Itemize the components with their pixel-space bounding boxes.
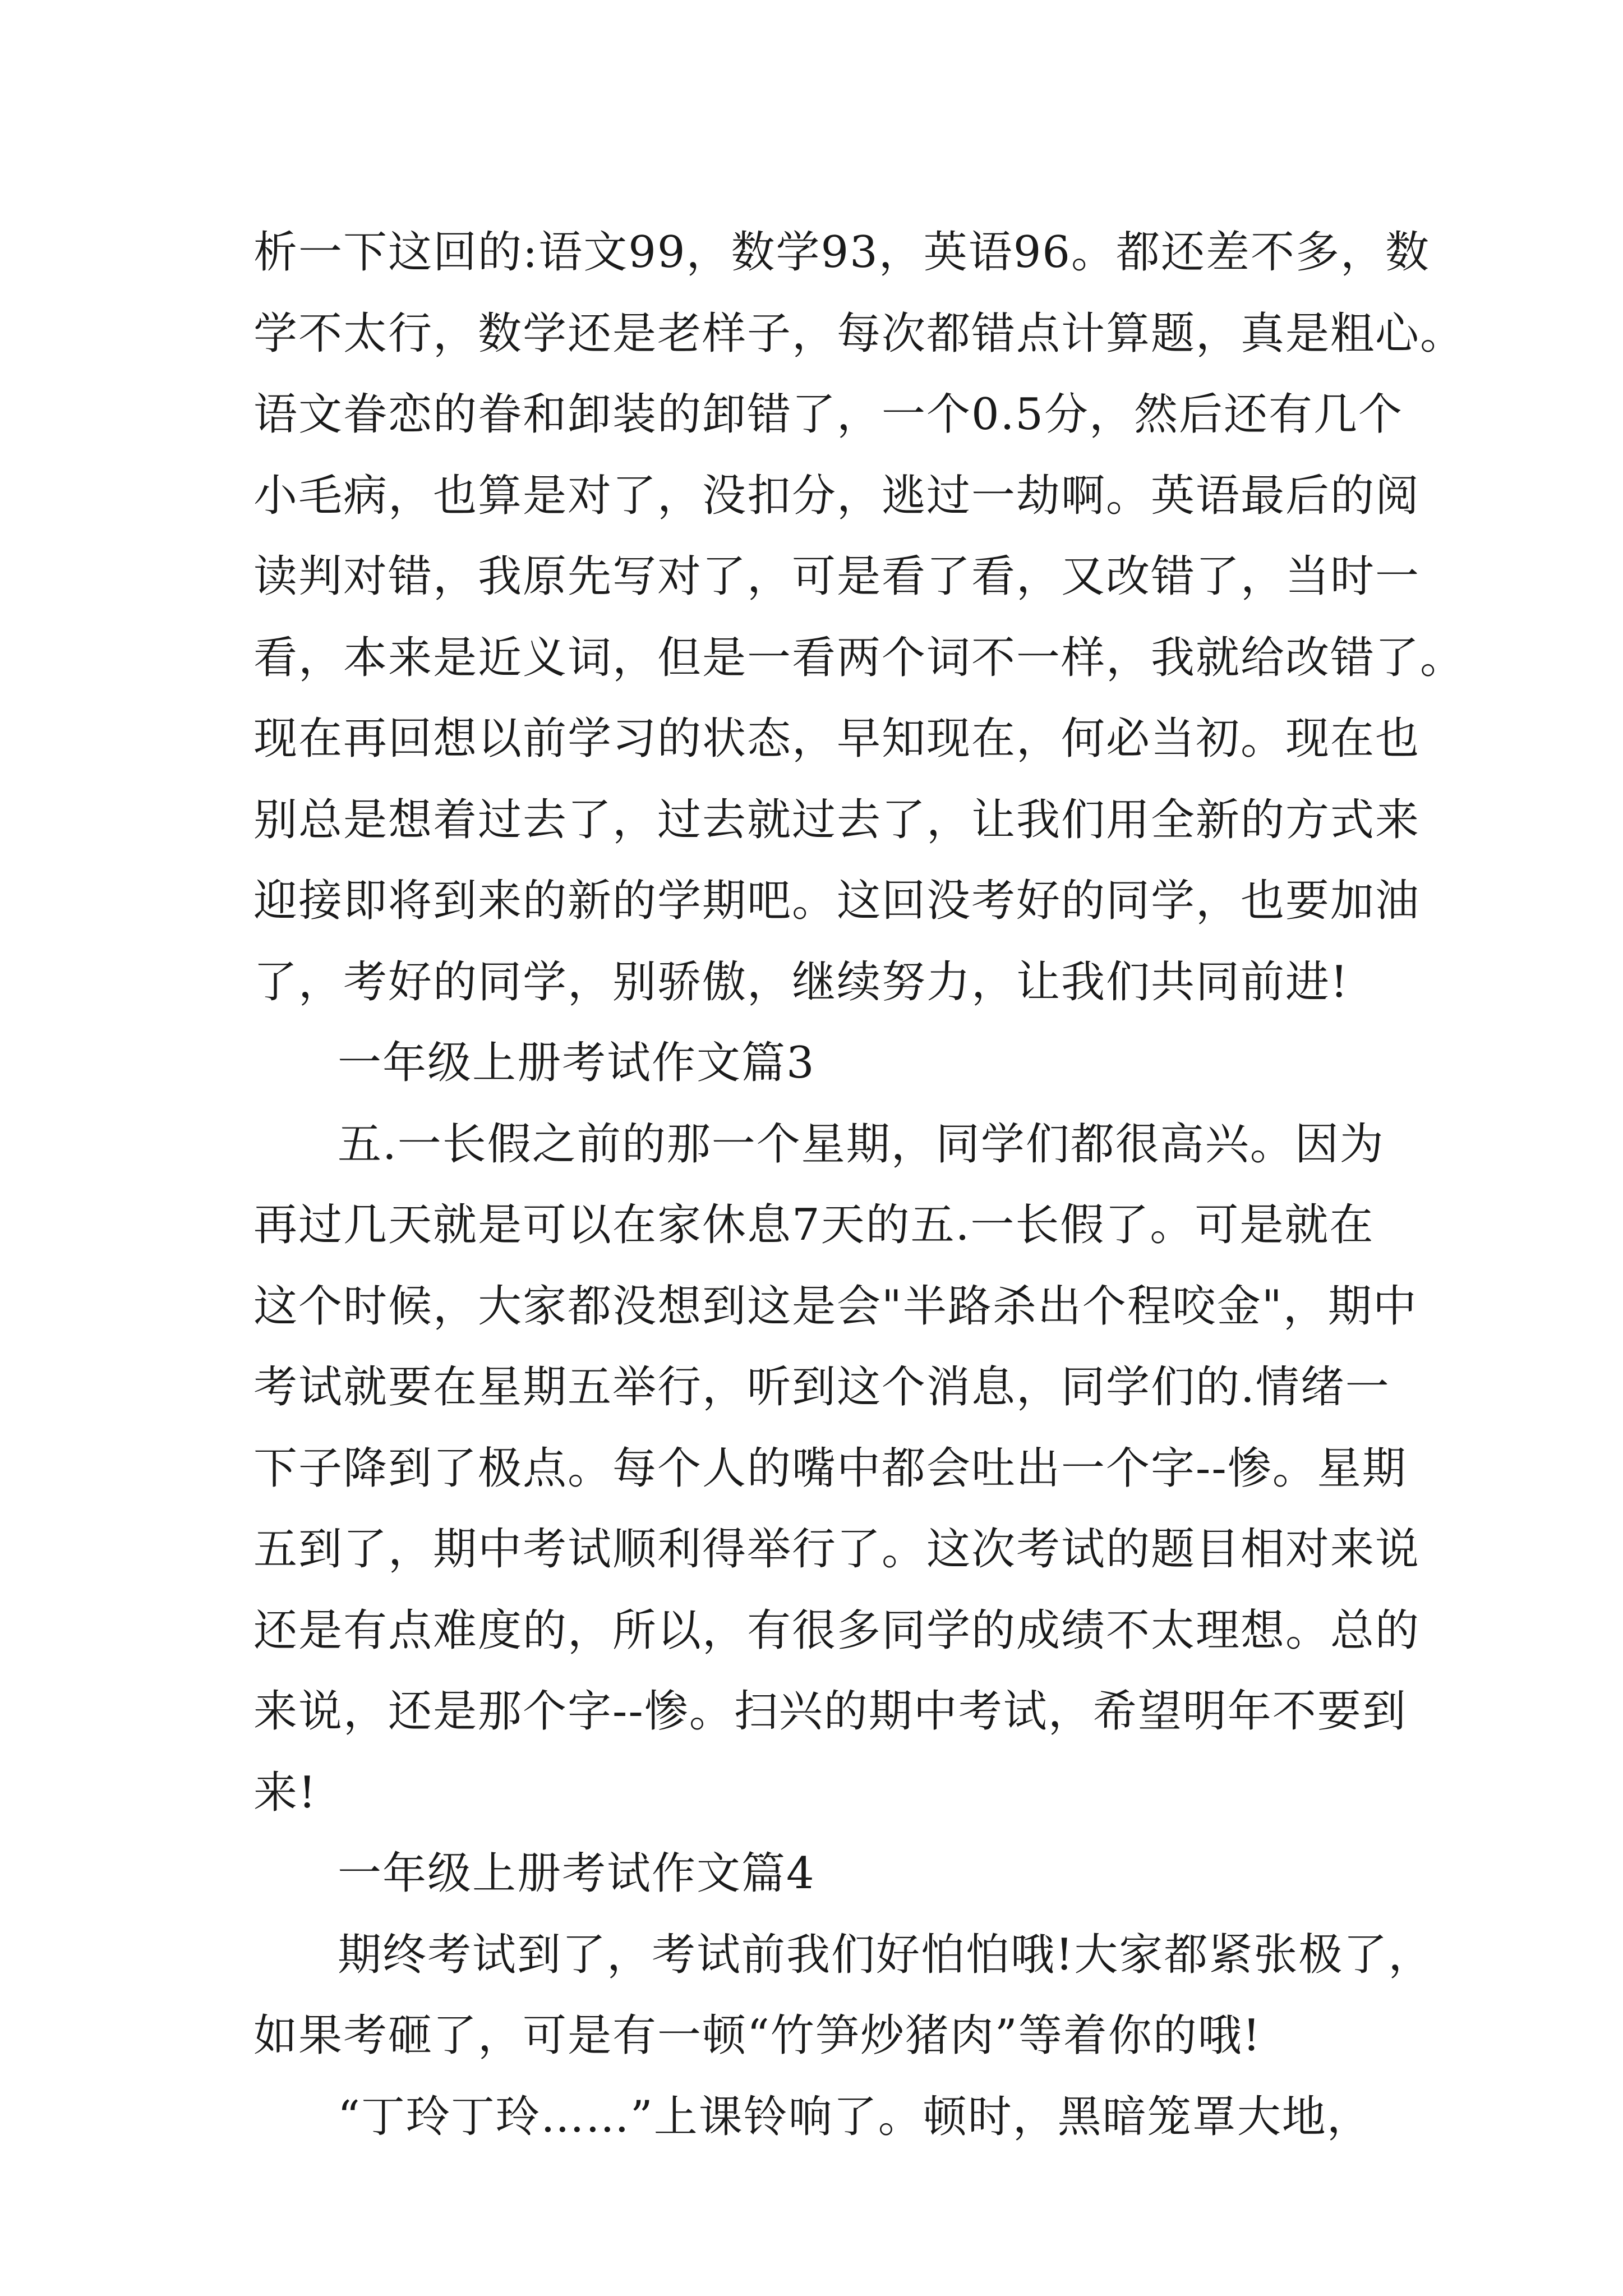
text-line: 五到了，期中考试顺利得举行了。这次考试的题目相对来说	[253, 1524, 1421, 1575]
text-line: 这个时候，大家都没想到这是会"半路杀出个程咬金"，期中	[253, 1281, 1418, 1332]
text-line: 还是有点难度的，所以，有很多同学的成绩不太理想。总的	[253, 1605, 1421, 1656]
text-line: 考试就要在星期五举行，听到这个消息，同学们的.情绪一	[253, 1362, 1390, 1412]
text-line: 下子降到了极点。每个人的嘴中都会吐出一个字--惨。星期	[253, 1443, 1407, 1494]
paragraph-first-line: “丁玲丁玲……”上课铃响了。顿时，黑暗笼罩大地，	[338, 2091, 1372, 2142]
section-heading: 一年级上册考试作文篇3	[338, 1038, 815, 1088]
paragraph-first-line: 五.一长假之前的那一个星期，同学们都很高兴。因为	[338, 1119, 1385, 1170]
text-line: 学不太行，数学还是老样子，每次都错点计算题，真是粗心。	[253, 308, 1465, 359]
text-line: 析一下这回的:语文99，数学93，英语96。都还差不多，数	[253, 227, 1431, 278]
text-line: 来说，还是那个字--惨。扫兴的期中考试，希望明年不要到	[253, 1686, 1407, 1737]
paragraph-first-line: 期终考试到了，考试前我们好怕怕哦!大家都紧张极了，	[338, 1929, 1433, 1980]
section-heading: 一年级上册考试作文篇4	[338, 1848, 815, 1899]
text-line: 了，考好的同学，别骄傲，继续努力，让我们共同前进!	[253, 956, 1349, 1007]
document-body	[253, 212, 1465, 2157]
text-line: 迎接即将到来的新的学期吧。这回没考好的同学，也要加油	[253, 876, 1421, 926]
text-line: 如果考砸了，可是有一顿“竹笋炒猪肉”等着你的哦!	[253, 2010, 1262, 2061]
text-line: 看，本来是近义词，但是一看两个词不一样，我就给改错了。	[253, 632, 1465, 683]
text-line: 小毛病，也算是对了，没扣分，逃过一劫啊。英语最后的阅	[253, 470, 1421, 521]
text-line: 读判对错，我原先写对了，可是看了看，又改错了，当时一	[253, 551, 1421, 602]
text-line: 语文眷恋的眷和卸装的卸错了，一个0.5分，然后还有几个	[253, 389, 1404, 440]
text-line: 别总是想着过去了，过去就过去了，让我们用全新的方式来	[253, 794, 1421, 845]
text-line: 现在再回想以前学习的状态，早知现在，何必当初。现在也	[253, 714, 1421, 764]
text-line: 来!	[253, 1767, 317, 1818]
text-line: 再过几天就是可以在家休息7天的五.一长假了。可是就在	[253, 1200, 1375, 1250]
